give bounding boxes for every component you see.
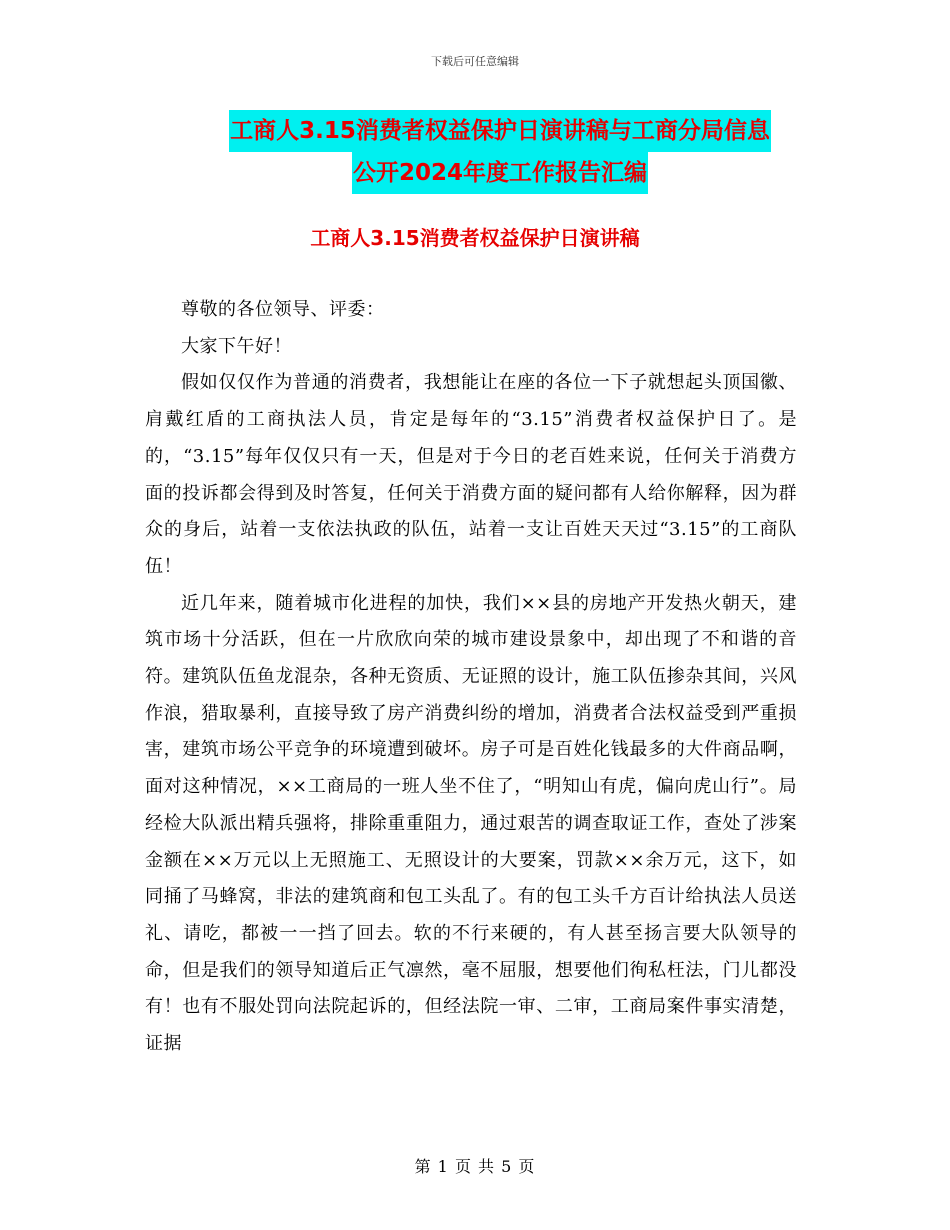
salutation-paragraph: 尊敬的各位领导、评委： <box>181 299 385 320</box>
body-paragraph: 假如仅仅作为普通的消费者，我想能让在座的各位一下子就想起头顶国徽、肩戴红盾的工商执法人员，肯定是每年的“3.15”消费者权益保护日了。是的，“3.15”每年仅仅只有一天，但是对于今日的老百姓来说，任何关于消费方面的投诉都会得到及时答复，任何关于消费方面的疑问都有人给你解释，因为群众的身后，站着一支依法执政的队伍，站着一支让百姓天天过“3.15”的工商队伍！ <box>145 372 797 577</box>
body-paragraph: 近几年来，随着城市化进程的加快，我们××县的房地产开发热火朝天，建筑市场十分活跃，但在一片欣欣向荣的城市建设景象中，却出现了不和谐的音符。建筑队伍鱼龙混杂，各种无资质、无证照的设计，施工队伍掺杂其间，兴风作浪，猎取暴利，直接导致了房产消费纠纷的增加，消费者合法权益受到严重损害，建筑市场公平竞争的环境遭到破坏。房子可是百姓化钱最多的大件商品啊，面对这种情况，××工商局的一班人坐不住了，“明知山有虎，偏向虎山行”。局经检大队派出精兵强将，排除重重阻力，通过艰苦的调查取证工作，查处了涉案金额在××万元以上无照施工、无照设计的大要案，罚款××余万元，这下，如同捅了马蜂窝，非法的建筑商和包工头乱了。有的包工头千方百计给执法人员送礼、请吃，都被一一挡了回去。软的不行来硬的，有人甚至扬言要大队领导的命，但是我们的领导知道后正气凛然，毫不屈服，想要他们徇私枉法，门儿都没有！也有不服处罚向法院起诉的，但经法院一审、二审，工商局案件事实清楚，证据 <box>145 592 797 1055</box>
document-title <box>100 110 900 194</box>
document-title-line-2: 公开2024年度工作报告汇编 <box>352 152 648 194</box>
document-body <box>145 292 797 1063</box>
page-number-footer: 第 1 页 共 5 页 <box>414 1157 536 1176</box>
document-title-line-1: 工商人3.15消费者权益保护日演讲稿与工商分局信息 <box>229 110 771 152</box>
header-note: 下载后可任意编辑 <box>431 55 519 68</box>
section-title: 工商人3.15消费者权益保护日演讲稿 <box>310 226 640 250</box>
greeting-paragraph: 大家下午好！ <box>181 335 292 357</box>
